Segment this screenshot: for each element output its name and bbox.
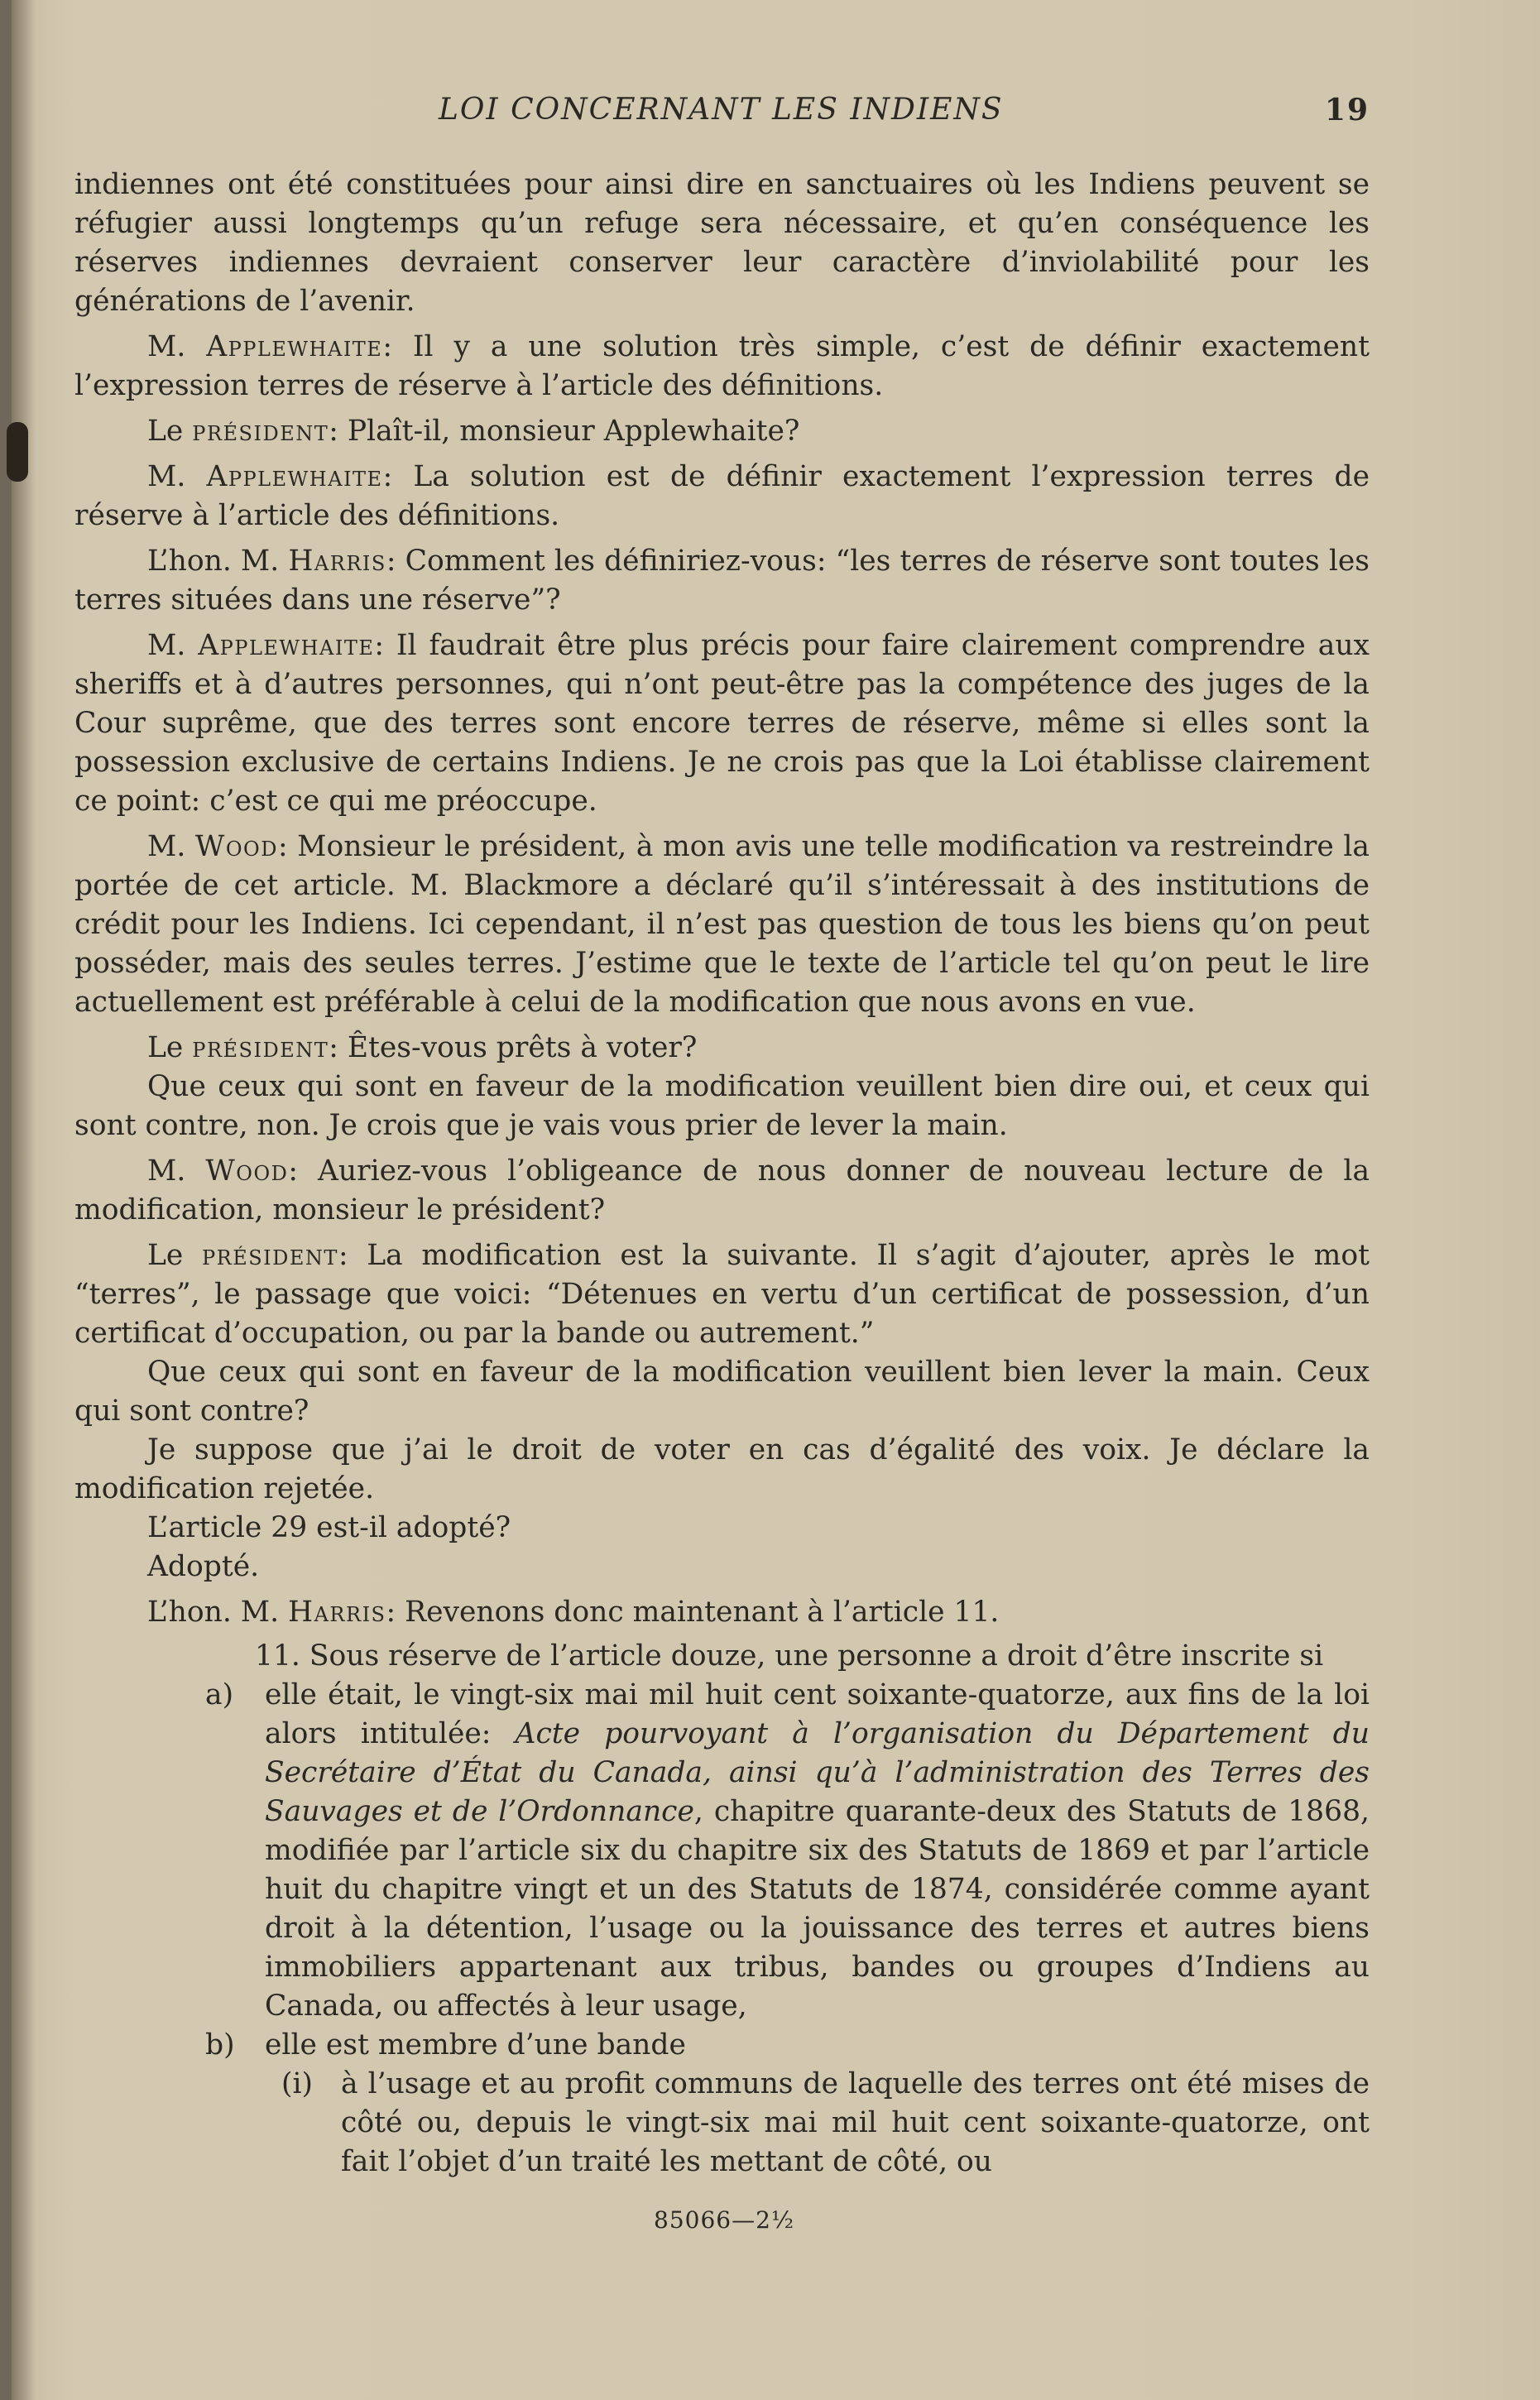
speech-wood-2 [74,1152,1370,1230]
speaker-name: Applewhaite [206,460,383,493]
clause-label: (i) [281,2067,313,2100]
speech-wood-1 [74,828,1370,1022]
clause-label: b) [205,2028,235,2062]
speaker-name: président [192,415,329,448]
speaker-name: Harris [288,545,386,578]
page-body [74,166,1370,2182]
speaker-prefix: Le [147,1239,184,1272]
clause-text: elle était, le vingt-six mai mil huit cent soixante-quatorze, aux fins de la loi alors intitulée: [265,1678,1370,1750]
speech-applewhaite-3 [74,626,1370,821]
speaker-name: Harris [288,1596,386,1629]
page-header [74,93,1370,134]
speech-text: : Êtes-vous prêts à voter? [329,1031,698,1064]
clause-label: a) [205,1678,234,1711]
speaker-prefix: L’hon. M. [147,1596,280,1629]
clause-text: elle est membre d’une bande [265,2028,686,2062]
binding-gutter [0,0,12,2400]
footer-code: 85066—2½ [654,2206,795,2234]
paragraph-text: Que ceux qui sont en faveur de la modification veuillent bien dire oui, et ceux qui sont contre, non. Je crois que je vais vous prier de lever la main. [74,1070,1370,1142]
paragraph [74,1431,1370,1509]
subclause-i [74,2065,1370,2182]
speaker-name: Applewhaite [198,629,375,662]
act-title: Acte pourvoyant à l’organisation du Département du Secrétaire d’État du Canada, ainsi qu’à l’administration des Terres des Sauvages et de l’Ordonnance [265,1717,1370,1828]
clause-text: , chapitre quarante-deux des Statuts de 1868, modifiée par l’article six du chapitre six des Statuts de 1869 et par l’article huit du chapitre vingt et un des Statuts de 1874, considérée comme ayant droit à la détention, l’usage ou la jouissance des terres et autres biens immobiliers appartenant aux tribus, bandes ou groupes d’Indiens au Canada, ou affectés à leur usage, [265,1795,1370,2023]
paragraph [74,166,1370,321]
paragraph-text: L’article 29 est-il adopté? [147,1511,511,1544]
speech-text: : Il y a une solution très simple, c’est de définir exactement l’expression terres de réserve à l’article des définitions. [74,330,1370,402]
speech-text: : Monsieur le président, à mon avis une telle modification va restreindre la portée de cet article. M. Blackmore a déclaré qu’il s’intéressait à des institutions de crédit pour les Indiens. Ici cependant, il n’est pas question de tous les biens qu’on peut posséder, mais des seules terres. J’estime que le texte de l’article tel qu’on peut le lire actuellement est préférable à celui de la modification que nous avons en vue. [74,830,1370,1019]
speaker-prefix: Le [147,415,184,448]
speech-applewhaite-2 [74,458,1370,535]
paragraph [74,1509,1370,1548]
speaker-name: Wood [194,830,278,863]
clause-a [74,1676,1370,2026]
speech-harris-1 [74,542,1370,620]
speech-text: : La solution est de définir exactement l’expression terres de réserve à l’article des définitions. [74,460,1370,532]
speech-harris-2 [74,1593,1370,1632]
speech-text: : Revenons donc maintenant à l’article 11. [386,1596,1000,1629]
speech-text: : Il faudrait être plus précis pour faire clairement comprendre aux sheriffs et à d’autres personnes, qui n’ont peut-être pas la compétence des juges de la Cour suprême, que des terres sont encore terres de réserve, même si elles sont la possession exclusive de certains Indiens. Je ne crois pas que la Loi établisse clairement ce point: c’est ce qui me préoccupe. [74,629,1370,818]
speech-text: : Comment les définiriez-vous: “les terres de réserve sont toutes les terres situées dans une réserve”? [74,545,1370,617]
speaker-prefix: M. [147,830,186,863]
speech-text: : La modification est la suivante. Il s’agit d’ajouter, après le mot “terres”, le passage que voici: “Détenues en vertu d’un certificat de possession, d’un certificat d’occupation, ou par la bande ou autrement.” [74,1239,1370,1350]
running-title: LOI CONCERNANT LES INDIENS [439,93,1004,127]
speech-applewhaite-1 [74,328,1370,406]
speaker-name: Wood [205,1154,289,1188]
speech-text: : Auriez-vous l’obligeance de nous donner de nouveau lecture de la modification, monsieur le président? [74,1154,1370,1226]
speaker-prefix: M. [147,1154,186,1188]
binding-mark [7,422,28,482]
section-11 [74,1637,1370,1676]
paragraph [74,1068,1370,1145]
section-text: 11. Sous réserve de l’article douze, une personne a droit d’être inscrite si [255,1639,1324,1673]
speaker-name: président [202,1239,338,1272]
paragraph-text: Adopté. [147,1550,260,1583]
speech-text: : Plaît-il, monsieur Applewhaite? [329,415,800,448]
page-number: 19 [1324,93,1370,127]
clause-text: à l’usage et au profit communs de laquelle des terres ont été mises de côté ou, depuis le vingt-six mai mil huit cent soixante-quatorze, ont fait l’objet d’un traité les mettant de côté, ou [341,2067,1370,2178]
clause-b [74,2026,1370,2065]
speaker-prefix: M. [147,460,186,493]
speaker-prefix: Le [147,1031,184,1064]
paragraph-text: Je suppose que j’ai le droit de voter en cas d’égalité des voix. Je déclare la modification rejetée. [74,1433,1370,1505]
paragraph [74,1548,1370,1586]
speech-president-1 [74,412,1370,451]
paragraph-text: Que ceux qui sont en faveur de la modification veuillent bien lever la main. Ceux qui sont contre? [74,1356,1370,1428]
speaker-prefix: M. [147,330,186,363]
speaker-prefix: M. [147,629,186,662]
paragraph-text: indiennes ont été constituées pour ainsi dire en sanctuaires où les Indiens peuvent se réfugier aussi longtemps qu’un refuge sera nécessaire, et qu’en conséquence les réserves indiennes devraient conserver leur caractère d’inviolabilité pour les générations de l’avenir. [74,168,1370,318]
speech-president-2 [74,1029,1370,1068]
speaker-name: Applewhaite [206,330,383,363]
speaker-name: président [192,1031,329,1064]
paragraph [74,1353,1370,1431]
binding-shadow [12,0,36,2400]
speech-president-3 [74,1236,1370,1353]
speaker-prefix: L’hon. M. [147,545,280,578]
